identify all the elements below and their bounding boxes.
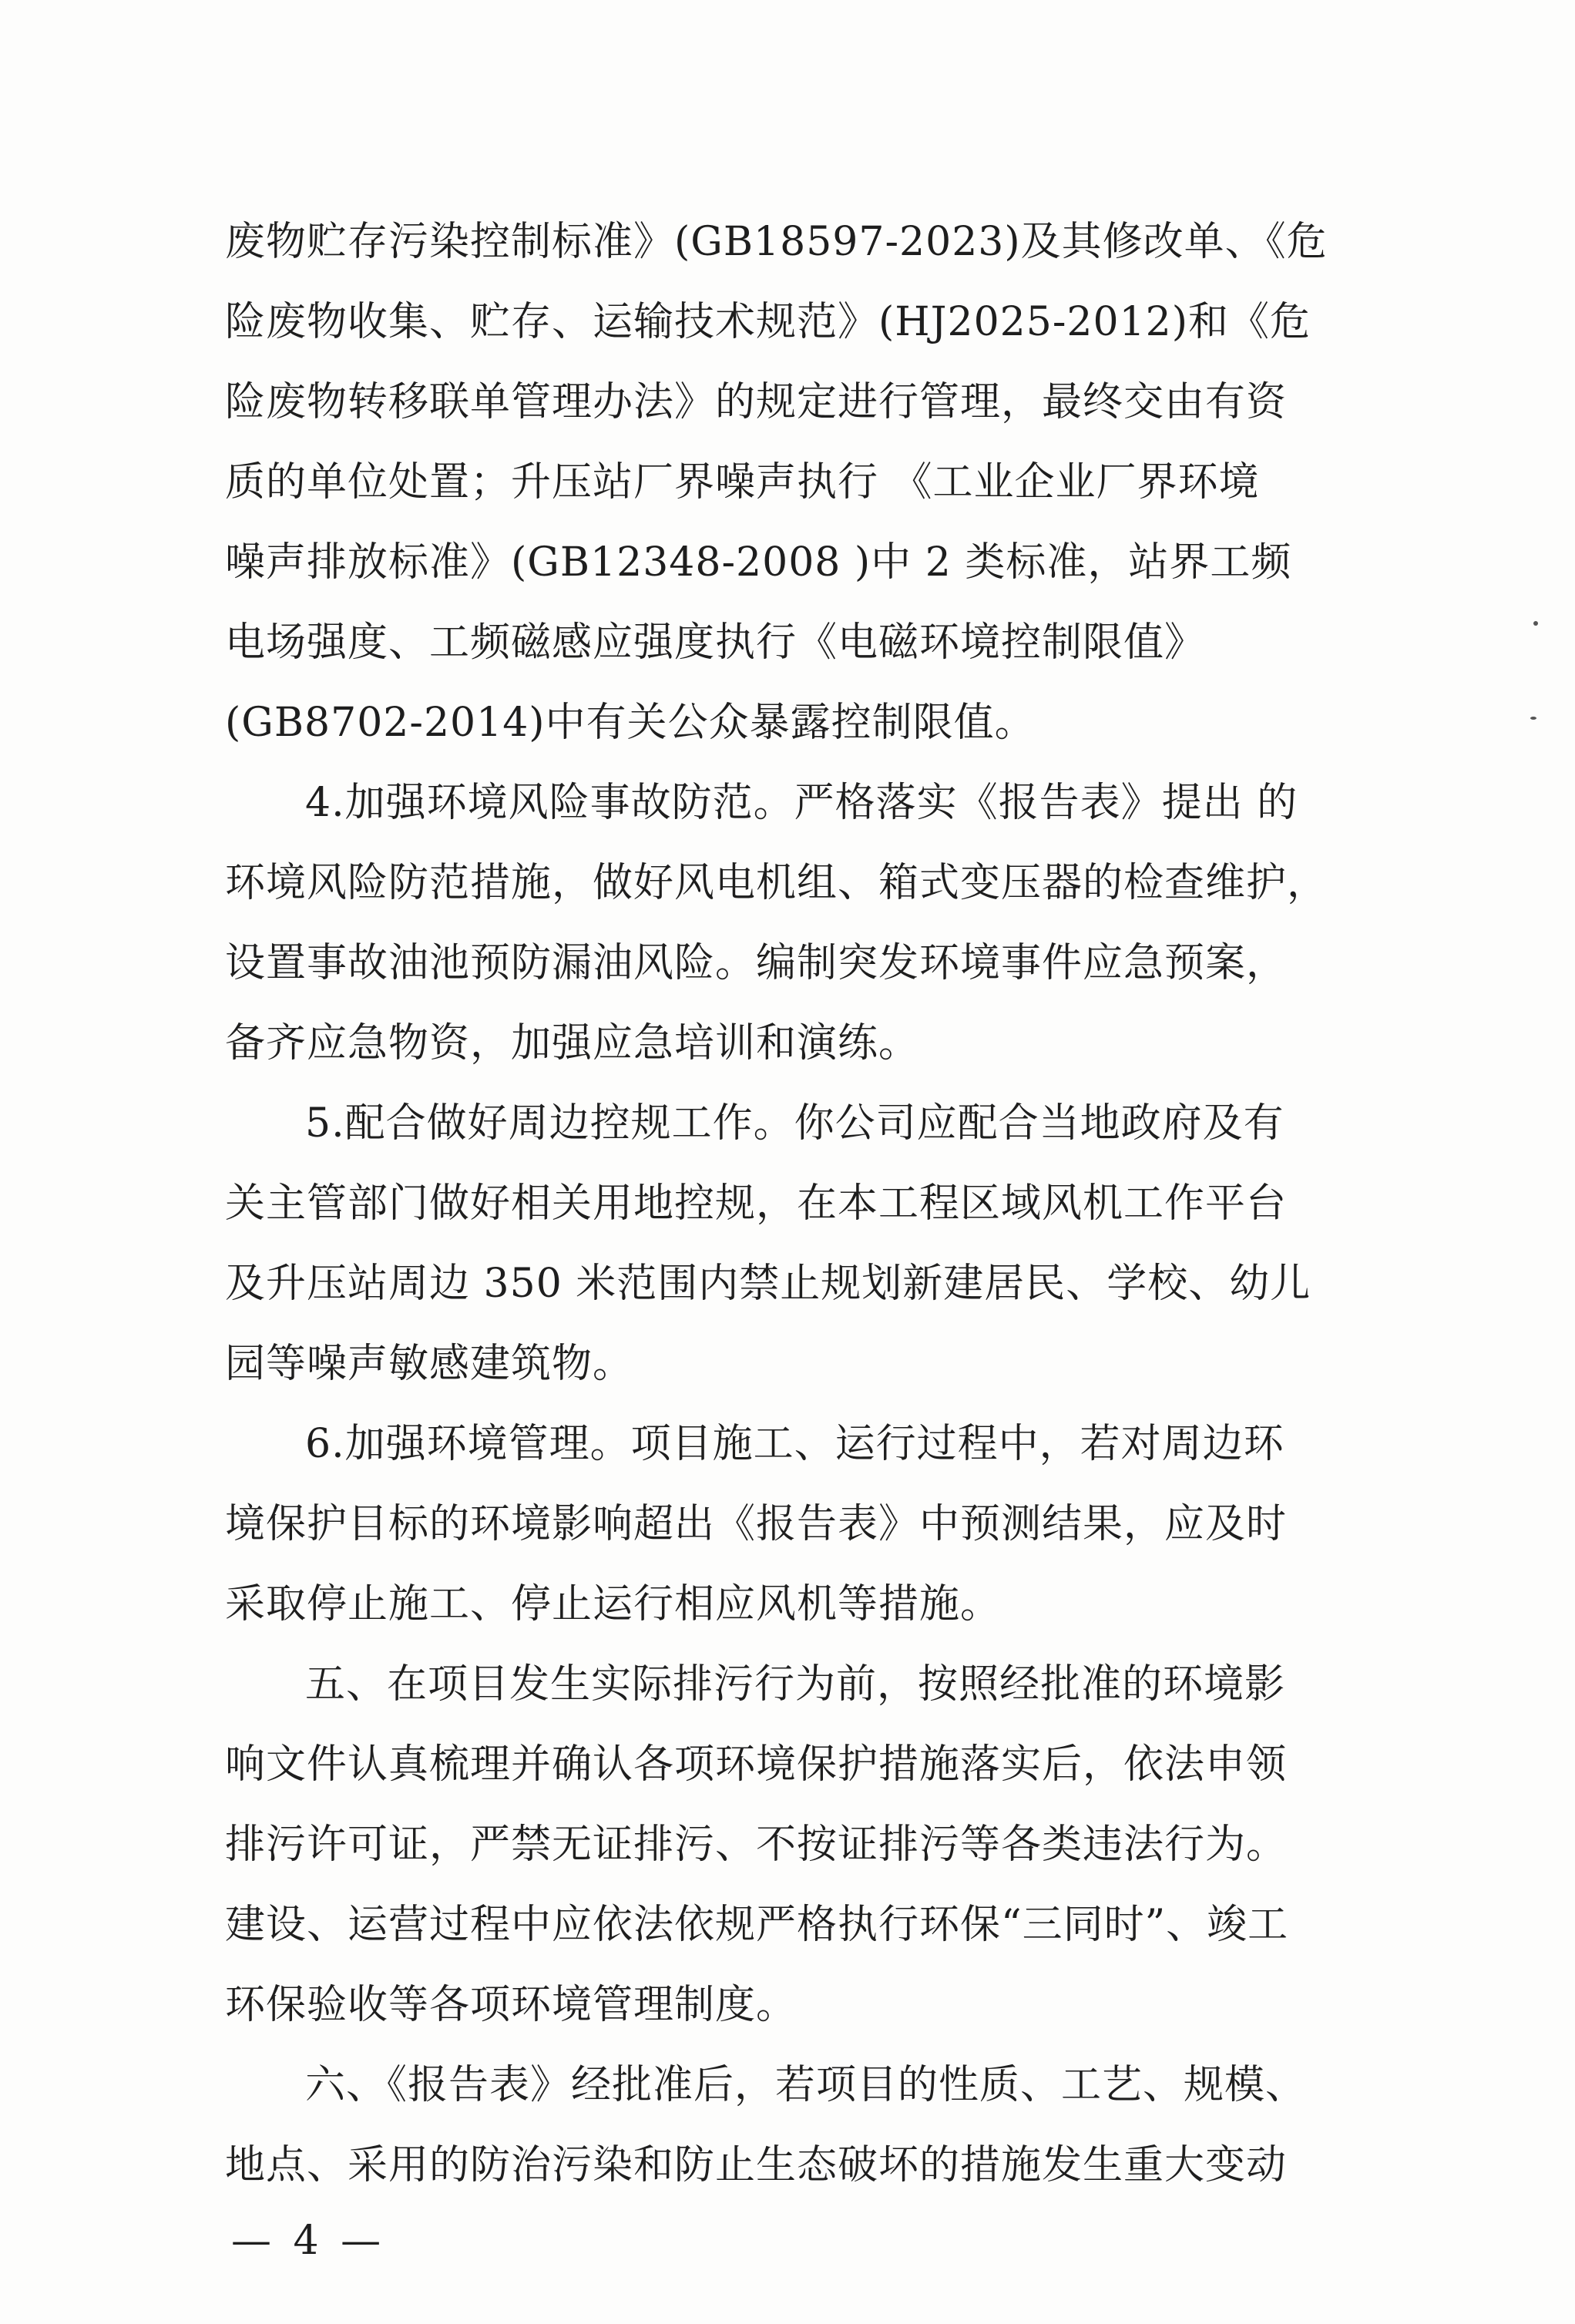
text-line: 险废物收集、贮存、运输技术规范》(HJ2025-2012)和《危 <box>225 299 1311 345</box>
paragraph-first-line: 4.加强环境风险事故防范。严格落实《报告表》提出 的 <box>305 780 1298 826</box>
text-line: 废物贮存污染控制标准》(GB18597-2023)及其修改单、《危 <box>225 219 1328 265</box>
text-line: 建设、运营过程中应依法依规严格执行环保“三同时”、竣工 <box>225 1902 1289 1948</box>
text-line: 采取停止施工、停止运行相应风机等措施。 <box>225 1581 1002 1627</box>
text-line: 园等噪声敏感建筑物。 <box>225 1341 634 1387</box>
text-line: 及升压站周边 350 米范围内禁止规划新建居民、学校、幼儿 <box>225 1261 1311 1307</box>
text-line: 电场强度、工频磁感应强度执行《电磁环境控制限值》 <box>225 620 1206 666</box>
text-line: 质的单位处置；升压站厂界噪声执行 《工业企业厂界环境 <box>225 459 1260 505</box>
text-line: 备齐应急物资，加强应急培训和演练。 <box>225 1020 920 1066</box>
text-line: 境保护目标的环境影响超出《报告表》中预测结果，应及时 <box>225 1501 1288 1547</box>
text-line: 环保验收等各项环境管理制度。 <box>225 1982 798 2028</box>
text-line: 险废物转移联单管理办法》的规定进行管理，最终交由有资 <box>225 379 1288 425</box>
paragraph-first-line: 六、《报告表》经批准后，若项目的性质、工艺、规模、 <box>305 2062 1307 2108</box>
text-line: 噪声排放标准》(GB12348-2008 )中 2 类标准，站界工频 <box>225 539 1292 586</box>
page-number: — 4 — <box>231 2218 386 2264</box>
paragraph-first-line: 5.配合做好周边控规工作。你公司应配合当地政府及有 <box>305 1100 1285 1147</box>
text-line: 排污许可证，严禁无证排污、不按证排污等各类违法行为。 <box>225 1822 1288 1868</box>
text-line: 响文件认真梳理并确认各项环境保护措施落实后，依法申领 <box>225 1741 1288 1788</box>
paragraph-first-line: 五、在项目发生实际排污行为前，按照经批准的环境影 <box>305 1661 1286 1708</box>
text-line: (GB8702-2014)中有关公众暴露控制限值。 <box>225 700 1036 746</box>
scan-mark <box>1533 621 1538 626</box>
text-line: 地点、采用的防治污染和防止生态破坏的措施发生重大变动 <box>225 2142 1288 2188</box>
paragraph-first-line: 6.加强环境管理。项目施工、运行过程中，若对周边环 <box>305 1421 1285 1467</box>
text-line: 关主管部门做好相关用地控规，在本工程区域风机工作平台 <box>225 1180 1288 1227</box>
text-line: 环境风险防范措施，做好风电机组、箱式变压器的检查维护， <box>225 860 1328 906</box>
scan-mark <box>1530 717 1536 720</box>
text-line: 设置事故油池预防漏油风险。编制突发环境事件应急预案， <box>225 940 1288 986</box>
